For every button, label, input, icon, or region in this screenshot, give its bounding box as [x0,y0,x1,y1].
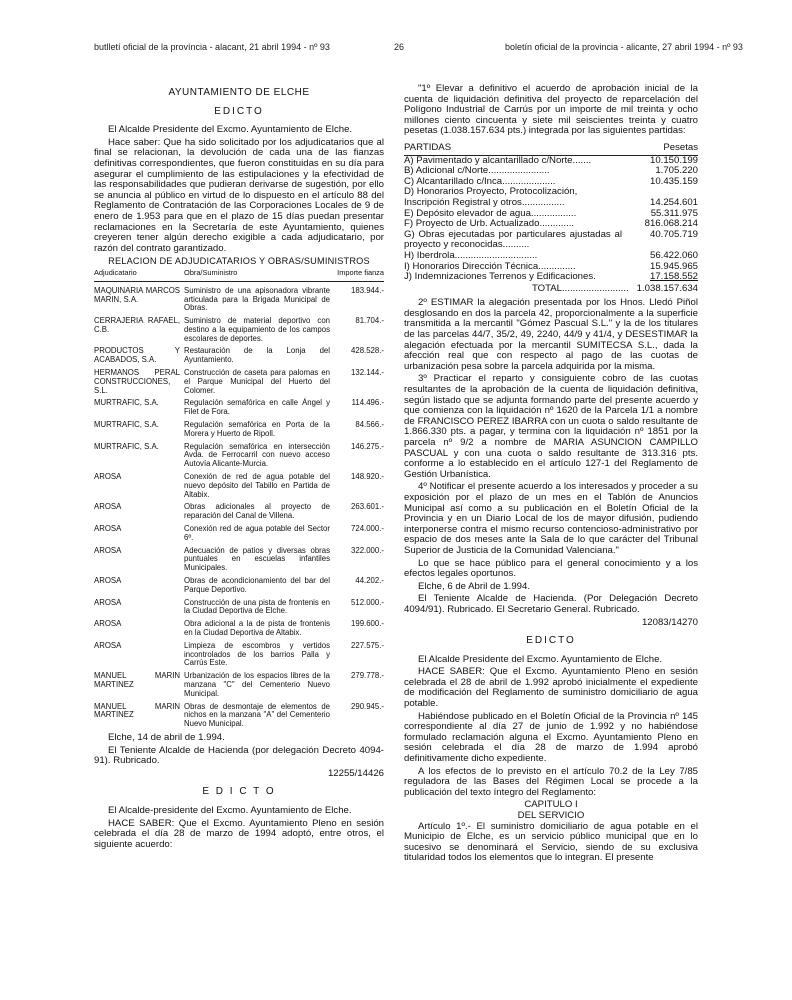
obra-cell: Restauración de la Lonja del Ayuntamiento. [184,346,330,365]
table-row [94,620,384,642]
partida-label: D) Honorarios Proyecto, Protocolización, [404,186,578,198]
header-left: butlletí oficial de la província - alacant, 21 abril 1994 - nº 93 [94,42,330,52]
paragraph: 2º ESTIMAR la alegación presentada por los Hnos. Lledó Piñol desglosando en dos la parcela 42, proporcionalmente a la superficie transmitida a la mercantil "Gómez Pascual S.L." y la de los titulares de las parcelas 44/7, 35/2, 49, 2240, 44/9 y 41/4, y DESESTIMAR la alegación efectuada por la mercantil SUMITECSA S.L., dada la afección real que con respecto al pago de las cuotas de urbanización pesa sobre la parcela adquirida por la misma. [404,297,698,372]
partida-label: E) Depósito elevador de agua................. [404,207,577,219]
partida-row [404,251,698,262]
obra-cell: Obras adicionales al proyecto de reparación del Canal de Villena. [184,502,330,521]
adjudicatario-cell: MURTRAFIC, S.A. [94,398,159,408]
paragraph: Lo que se hace público para el general conocimiento y a los efectos legales oportunos. [404,557,698,580]
partida-row [404,230,698,251]
sign-date: Elche, 14 de abril de 1.994. [108,731,225,743]
importe-cell: 279.778.- [351,671,384,681]
edicto-heading-3: EDICTO [526,635,576,647]
adjudicatario-cell: MURTRAFIC, S.A. [94,441,159,451]
importe-cell: 724.000.- [351,524,384,534]
reference-number: 12255/14426 [327,767,384,779]
paragraph: Hace saber: Que ha sido solicitado por los adjudicatarios que al final se relacionan, la devolución de cada una de las fianzas definitivas correspondientes, que fueron constituidas en su día para asegurar el cumplimiento de las estipulaciones y la efectividad de las responsabilidades que pudieran derivarse de sugestión, por ello se anuncia al público en virtud de lo dispuesto en el artículo 88 del Reglamento de Contratación de las Corporaciones Locales de 9 de enero de 1.953 para que en el plazo de 15 días puedan presentar reclamaciones en la Secretaría de este Ayuntamiento, quienes creyeren tener algún derecho exigible a cada adjudicatario, por razón del contrato garantizado. [94,136,384,254]
partida-label: F) Proyecto de Urb. Actualizado............. [404,218,575,230]
importe-cell: 44.202.- [355,576,384,586]
obra-cell: Suministro de una apisonadora vibrante articulada para la Brigada Municipal de Obras. [184,285,330,313]
adjudicatario-cell: PRODUCTOS Y ACABADOS, S.A. [94,346,180,365]
partida-label: I) Honorarios Dirección Técnica.............. [404,260,576,272]
table-header-row [94,269,384,281]
table-row [94,577,384,599]
chapter-title: CAPITULO I [524,799,578,811]
obra-cell: Regulación semafórica en intersección Avda. de Ferrocarril con nuevo acceso Autovía Alicante-Murcia. [184,441,330,469]
header-right: boletín oficial de la provincia - alicante, 27 abril 1994 - nº 93 [505,42,743,52]
obra-cell: Conexión red de agua potable del Sector 6º. [184,524,330,542]
table-row [94,599,384,621]
partida-value: 56.422.060 [649,249,698,261]
adjudicatario-cell: AROSA [94,576,122,586]
partida-row [404,198,698,209]
partida-value: 10.435.159 [649,175,698,187]
obra-cell: Regulación semafórica en Porta de la Morera y Huerto de Ripoll. [184,420,330,438]
importe-cell: 114.496.- [351,398,384,408]
adjudicatario-cell: MAQUINARIA MARCOS MARIN, S.A. [94,285,180,304]
adjudicatario-cell: HERMANOS PERAL CONSTRUCCIONES, S.L. [94,368,180,395]
importe-cell: 183.944.- [351,285,384,295]
importe-cell: 84.566.- [355,420,384,430]
partida-value: 1.705.220 [655,165,698,177]
column-header: Importe fianza [330,269,384,281]
adjudicatario-cell: AROSA [94,597,122,607]
table-row [94,281,384,317]
partida-value: 17.158.552 [649,271,698,283]
obra-cell: Obras de desmontaje de elementos de nichos en la manzana "A" del Cementerio Nuevo Municipal. [184,701,330,729]
table-row [94,473,384,503]
obra-cell: Obra adicional a la de pista de frontenis en la Ciudad Deportiva de Altabix. [184,619,330,637]
total-value: 1.038.157.634 [636,282,698,294]
total-row [404,284,698,295]
reference-number: 12083/14270 [641,616,698,628]
edicto-heading-2: E D I C T O [202,786,276,798]
partida-label: B) Adicional c/Norte....................... [404,165,550,177]
partida-value: 816.068.214 [644,218,698,230]
pesetas-label: Pesetas [663,141,698,153]
table-row [94,317,384,347]
partida-label: G) Obras ejecutadas por particulares ajustadas al proyecto y reconocidas.......... [404,228,622,251]
table-row [94,703,384,733]
obra-cell: Regulación semafórica en calle Ángel y Filet de Fora. [184,398,330,417]
paragraph: 4º Notificar el presente acuerdo a los interesados y proceder a su exposición por el plazo de un mes en el Tablón de Anuncios Municipal así como a su publicación en el Boletín Oficial de la Provincia y en un Diario Local de los de mayor difusión, pudiendo interponerse contra el mismo recurso contencioso-administrativo por espacio de dos meses ante la Sala de lo que carácter del Tribunal Superior de Justicia de la Comunidad Valenciana." [404,481,698,556]
partida-label: H) Iberdrola............................... [404,249,538,261]
adjudicatario-cell: AROSA [94,472,122,482]
table-title: RELACION DE ADJUDICATARIOS Y OBRAS/SUMINISTROS [108,256,370,267]
paragraph: Artículo 1º.- El suministro domiciliario de agua potable en el Municipio de Elche, es un servicio público municipal que en lo sucesivo se denominará el Servicio, siendo de su exclusiva titularidad todos los elementos que lo integran. El presente [404,820,698,864]
adjudicatario-cell: MANUEL MARIN MARTINEZ [94,671,180,689]
partidas-label: PARTIDAS [404,141,452,153]
adjudicatario-cell: AROSA [94,502,122,512]
table-row [94,421,384,443]
table-row [94,369,384,399]
column-header: Obra/Suministro [184,269,330,281]
importe-cell: 81.704.- [355,316,384,326]
adjudicatario-cell: CERRAJERIA RAFAEL, C.B. [94,316,180,334]
partida-row [404,272,698,283]
paragraph: El Alcalde Presidente del Excmo. Ayuntamiento de Elche. [108,124,353,136]
adjudicatario-cell: AROSA [94,640,122,650]
importe-cell: 263.601.- [351,502,384,512]
obra-cell: Limpieza de escombros y vertidos incontrolados de los barrios Palla y Carrús Este. [184,640,330,668]
partida-label: Inscripción Registral y otros................ [404,196,565,208]
adjudicatario-cell: MURTRAFIC, S.A. [94,420,159,430]
importe-cell: 227.575.- [351,640,384,650]
paragraph: HACE SABER: Que el Excmo. Ayuntamiento Pleno en sesión celebrada el 28 de abril de 1.992 aprobó inicialmente el expediente de modificación del Reglamento de suministro domiciliario de agua potable. [404,666,698,710]
chapter-subtitle: DEL SERVICIO [517,810,585,821]
table-row [94,399,384,421]
obra-cell: Adecuación de patios y diversas obras puntuales en escuelas infantiles Municipales. [184,545,330,573]
sign-text: El Teniente Alcalde de Hacienda (por delegación Decreto 4094-91). Rubricado. [94,744,384,767]
obra-cell: Construcción de una pista de frontenis en la Ciudad Deportiva de Elche. [184,597,330,616]
partida-value: 15.945.965 [649,260,698,272]
adjudicatarios-table [94,269,384,733]
table-row [94,503,384,525]
obra-cell: Suministro de material deportivo con destino a la equipamiento de los campos escolares de deportes. [184,316,330,343]
table-row [94,443,384,473]
paragraph: Habiéndose publicado en el Boletín Oficial de la Provincia nº 145 correspondiente al día 27 de junio de 1.992 y no habiéndose formulado reclamación alguna el Excmo. Ayuntamiento Pleno en sesión celebrada el día 28 de marzo de 1.994 aprobó definitivamente dicho expediente. [404,710,698,765]
total-label: TOTAL......................... [531,282,629,294]
table-row [94,672,384,702]
left-column [94,84,384,852]
partidas-header [404,143,698,156]
right-column [404,84,698,866]
partida-label: A) Pavimentado y alcantarillado c/Norte....... [404,154,592,166]
partida-label: J) Indemnizaciones Terrenos y Edificaciones. [404,271,596,283]
table-row [94,642,384,672]
importe-cell: 148.920.- [351,472,384,482]
paragraph: El Alcalde-presidente del Excmo. Ayuntamiento de Elche. [108,804,352,816]
partida-value: 40.705.719 [649,228,698,240]
obra-cell: Urbanización de los espacios libres de la manzana "C" del Cementerio Nuevo Municipal. [184,671,330,698]
adjudicatario-cell: MANUEL MARIN MARTINEZ [94,701,180,720]
partida-value: 14.254.601 [649,196,698,208]
importe-cell: 322.000.- [351,545,384,555]
paragraph: HACE SABER: Que el Excmo. Ayuntamiento Pleno en sesión celebrada el día 28 de marzo de 1994 adoptó, entre otros, el siguiente acuerdo: [94,817,384,850]
column-header: Adjudicatario [94,269,184,281]
importe-cell: 290.945.- [351,701,384,711]
importe-cell: 428.528.- [351,346,384,356]
adjudicatario-cell: AROSA [94,619,122,629]
table-row [94,547,384,577]
paragraph: El Alcalde Presidente del Excmo. Ayuntamiento de Elche. [418,653,663,665]
importe-cell: 512.000.- [351,597,384,607]
table-row [94,525,384,547]
partida-label: C) Alcantarillado c/Inca.................... [404,175,556,187]
adjudicatario-cell: AROSA [94,545,122,555]
edicto-heading-1: EDICTO [214,105,264,117]
importe-cell: 146.275.- [351,441,384,451]
paragraph: "1º Elevar a definitivo el acuerdo de aprobación inicial de la cuenta de liquidación definitiva del proyecto de reparcelación del Polígono Industrial de Carrús por un importe de mil treinta y ocho millones ciento cincuenta y siete mil seiscientes treinta y cuatro pesetas (1.038.157.634 pts.) integrada por las siguientes partidas: [404,83,698,137]
table-row [94,347,384,369]
partida-value: 55.311.975 [650,207,698,219]
obra-cell: Construcción de caseta para palomas en el Parque Municipal del Huerto del Colomer. [184,368,330,395]
paragraph: A los efectos de lo previsto en el artículo 70.2 de la Ley 7/85 reguladora de las Bases del Régimen Local se procede a la publicación del texto íntegro del Reglamento: [404,765,698,798]
paragraph: 3º Practicar el reparto y consiguiente cobro de las cuotas resultantes de la aprobación de la cuenta de liquidación definitiva, según listado que se adjunta formando parte del presente acuerdo y que comienza con la liquidación nº 1620 de la Parcela 1/1 a nombre de FRANCISCO PEREZ IBARRA con un cuota o saldo resultante de 1.866.330 pts. a pagar, y termina con la liquidación nº 1851 por la parcela nº 9/2 a nombre de MARIA ASUNCION CAMPILLO PASCUAL y con una cuota o saldo resultante de 313.316 pts. conforme a lo establecido en el artículo 127-1 del Reglamento de Gestión Urbanística. [404,373,698,480]
adjudicatario-cell: AROSA [94,524,122,534]
sign-date: Elche, 6 de Abril de 1.994. [418,580,531,592]
page-number: 26 [394,42,405,52]
institution-title: AYUNTAMIENTO DE ELCHE [168,87,310,98]
partida-value: 10.150.199 [649,154,698,166]
importe-cell: 132.144.- [351,368,384,378]
obra-cell: Conexión de red de agua potable del nuevo depósito del Tabillo en Partida de Altabix. [184,472,330,499]
partidas-list [404,156,698,283]
importe-cell: 199.600.- [351,619,384,629]
obra-cell: Obras de acondicionamiento del bar del Parque Deportivo. [184,576,330,594]
sign-text: El Teniente Alcalde de Hacienda. (Por Delegación Decreto 4094/91). Rubricado. El Secretario General. Rubricado. [404,593,698,615]
